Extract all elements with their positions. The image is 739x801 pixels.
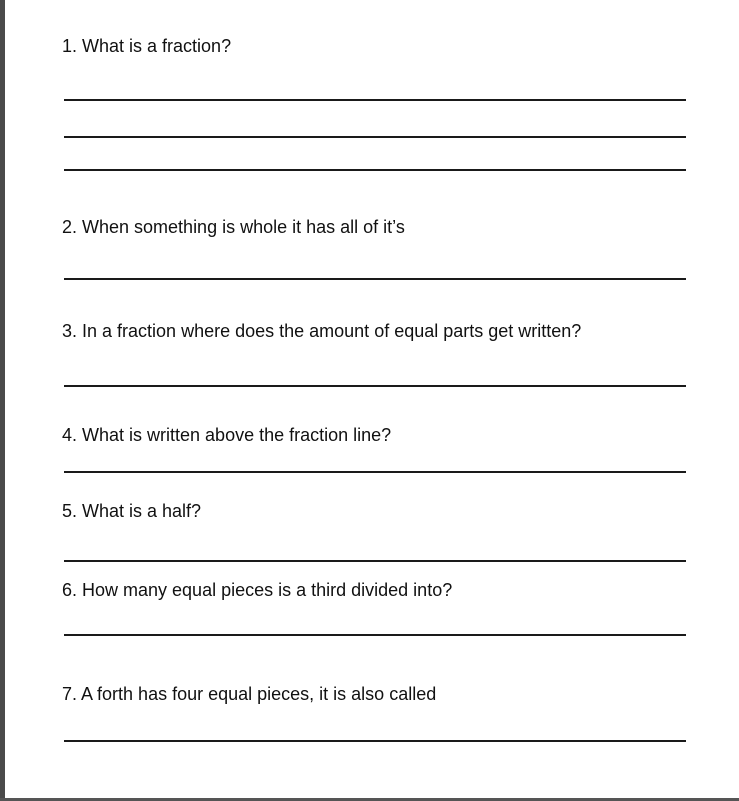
answer-line-4[interactable] (64, 471, 686, 473)
question-5: 5. What is a half? (62, 501, 202, 521)
answer-line-5[interactable] (64, 560, 686, 562)
answer-line-1b[interactable] (64, 136, 686, 138)
answer-line-1c[interactable] (64, 169, 686, 171)
question-4: 4. What is written above the fraction line? (62, 425, 392, 445)
question-7: 7. A forth has four equal pieces, it is also called (62, 684, 437, 704)
answer-line-6[interactable] (64, 634, 686, 636)
question-6: 6. How many equal pieces is a third divided into? (62, 580, 453, 600)
answer-line-2[interactable] (64, 278, 686, 280)
answer-line-1a[interactable] (64, 99, 686, 101)
question-1: 1. What is a fraction? (62, 36, 232, 56)
question-2: 2. When something is whole it has all of it’s (62, 217, 405, 237)
page-left-edge (0, 0, 5, 801)
answer-line-7[interactable] (64, 740, 686, 742)
question-3: 3. In a fraction where does the amount of equal parts get written? (62, 321, 582, 341)
answer-line-3[interactable] (64, 385, 686, 387)
